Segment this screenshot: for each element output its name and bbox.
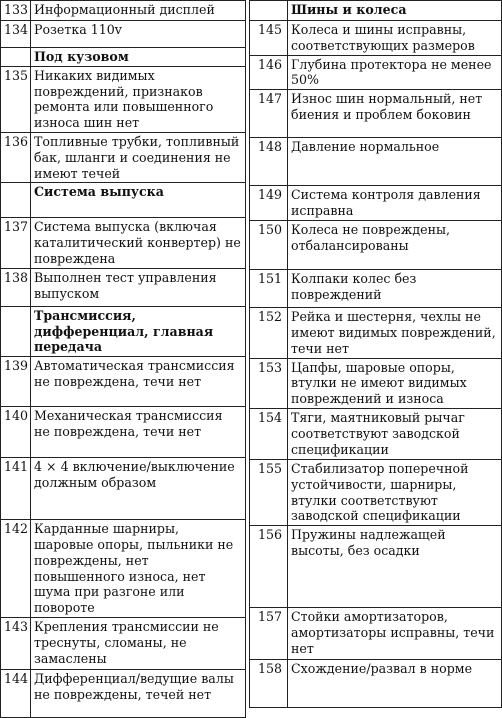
table-row (250, 408, 502, 459)
section-heading-row (1, 306, 246, 356)
row-text: Тяги, маятниковый рычаг соответствуют заводской спецификации (288, 408, 502, 459)
table-row (1, 520, 246, 618)
table-row (1, 21, 246, 48)
row-text: Система выпуска (включая каталитический конвертер) не повреждена (31, 218, 246, 268)
row-number: 148 (250, 138, 288, 186)
row-text: Стойки амортизаторов, амортизаторы исправны, течи нет (288, 608, 502, 660)
row-number: 150 (250, 221, 288, 270)
table-row (250, 55, 502, 90)
row-number (250, 1, 288, 21)
row-number: 138 (1, 268, 31, 306)
row-number: 151 (250, 270, 288, 308)
table-row (1, 132, 246, 182)
section-heading-row (250, 1, 502, 21)
row-text: Рейка и шестерня, чехлы не имеют видимых повреждений, течи нет (288, 308, 502, 358)
row-number: 136 (1, 132, 31, 182)
row-number: 139 (1, 357, 31, 407)
table-row (1, 357, 246, 407)
table-row (1, 218, 246, 268)
table-row (1, 407, 246, 458)
row-number: 154 (250, 408, 288, 459)
table-row (250, 660, 502, 708)
row-text: Дифференциал/ведущие валы не повреждены, течей нет (31, 669, 246, 717)
right-checklist-table (249, 0, 502, 708)
row-text: Износ шин нормальный, нет биения и проблем боковин (288, 90, 502, 138)
row-number (1, 48, 31, 67)
row-text: Глубина протектора не менее 50% (288, 55, 502, 90)
table-row (250, 138, 502, 186)
row-number: 143 (1, 617, 31, 669)
section-heading: Система выпуска (31, 183, 246, 218)
table-row (250, 270, 502, 308)
row-text: Пружины надлежащей высоты, без осадки (288, 526, 502, 608)
row-text: 4 × 4 включение/выключение должным образом (31, 458, 246, 520)
row-text: Информационный дисплей (31, 1, 246, 21)
row-text: Колеса и шины исправны, соответствующих размеров (288, 21, 502, 56)
table-row (1, 669, 246, 717)
table-row (250, 90, 502, 138)
table-row (250, 186, 502, 221)
row-number: 137 (1, 218, 31, 268)
row-number (1, 306, 31, 356)
row-number: 158 (250, 660, 288, 708)
row-text: Колеса не повреждены, отбалансированы (288, 221, 502, 270)
section-heading: Под кузовом (31, 48, 246, 67)
row-number: 144 (1, 669, 31, 717)
left-checklist-table (0, 0, 246, 718)
table-row (1, 1, 246, 21)
row-number: 133 (1, 1, 31, 21)
row-number: 155 (250, 459, 288, 525)
row-text: Никаких видимых повреждений, признаков ремонта или повышенного износа шин нет (31, 66, 246, 132)
row-number: 134 (1, 21, 31, 48)
table-row (250, 308, 502, 358)
section-heading-row (1, 183, 246, 218)
row-text: Стабилизатор поперечной устойчивости, шарниры, втулки соответствуют заводской спецификации (288, 459, 502, 525)
row-number: 147 (250, 90, 288, 138)
row-number: 157 (250, 608, 288, 660)
row-number: 156 (250, 526, 288, 608)
row-number: 135 (1, 66, 31, 132)
row-number: 149 (250, 186, 288, 221)
row-text: Схождение/развал в норме (288, 660, 502, 708)
row-text: Топливные трубки, топливный бак, шланги и соединения не имеют течей (31, 132, 246, 182)
section-heading: Трансмиссия, дифференциал, главная передача (31, 306, 246, 356)
section-heading-row (1, 48, 246, 67)
table-row (250, 459, 502, 525)
row-number: 142 (1, 520, 31, 618)
row-number: 140 (1, 407, 31, 458)
table-row (250, 21, 502, 56)
table-row (1, 617, 246, 669)
row-text: Механическая трансмиссия не повреждена, течи нет (31, 407, 246, 458)
table-row (1, 268, 246, 306)
table-row (1, 66, 246, 132)
row-text: Карданные шарниры, шаровые опоры, пыльники не повреждены, нет повышенного износа, нет шума при разгоне или повороте (31, 520, 246, 618)
table-row (250, 221, 502, 270)
row-text: Выполнен тест управления выпуском (31, 268, 246, 306)
row-text: Система контроля давления исправна (288, 186, 502, 221)
section-heading: Шины и колеса (288, 1, 502, 21)
row-number: 153 (250, 358, 288, 408)
row-number: 141 (1, 458, 31, 520)
row-text: Автоматическая трансмиссия не повреждена, течи нет (31, 357, 246, 407)
row-number (1, 183, 31, 218)
table-row (250, 358, 502, 408)
row-number: 152 (250, 308, 288, 358)
table-row (250, 526, 502, 608)
row-text: Колпаки колес без повреждений (288, 270, 502, 308)
row-text: Розетка 110v (31, 21, 246, 48)
row-number: 146 (250, 55, 288, 90)
table-row (1, 458, 246, 520)
row-text: Крепления трансмиссии не треснуты, сломаны, не замаслены (31, 617, 246, 669)
table-row (250, 608, 502, 660)
row-text: Цапфы, шаровые опоры, втулки не имеют видимых повреждений и износа (288, 358, 502, 408)
row-text: Давление нормальное (288, 138, 502, 186)
row-number: 145 (250, 21, 288, 56)
